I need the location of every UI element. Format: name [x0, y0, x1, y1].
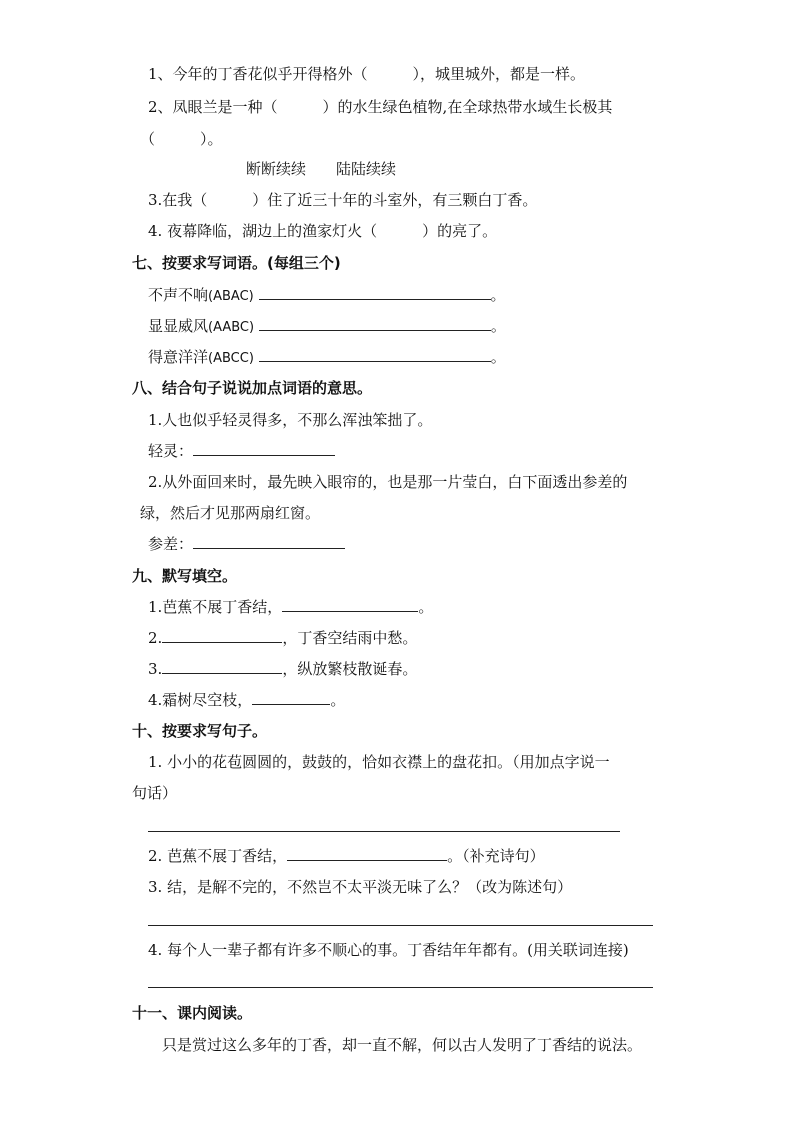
q7-1-answer-blank[interactable] [259, 285, 491, 300]
q7-3-pattern: (ABCC) [208, 351, 254, 366]
q7-3-word: 得意洋洋 [148, 348, 209, 366]
q7-1-end: 。 [490, 286, 506, 304]
q10-1-line1: 1. 小小的花苞圆圆的，鼓鼓的，恰如衣襟上的盘花扣。（用加点字说一 [148, 753, 610, 771]
section-10-heading: 十、按要求写句子。 [132, 722, 268, 740]
section-8-heading: 八、结合句子说说加点词语的意思。 [132, 379, 373, 397]
q9-1-blank[interactable] [282, 597, 418, 612]
q9-3-blank[interactable] [162, 659, 282, 674]
q9-2-blank[interactable] [162, 628, 282, 643]
q10-3-answer-line[interactable] [148, 925, 653, 926]
q7-3-end: 。 [490, 348, 506, 366]
q8-2-line2: 绿，然后才见那两扇红窗。 [140, 504, 321, 522]
section-7-heading: 七、按要求写词语。(每组三个) [132, 254, 341, 272]
q10-3: 3. 结，是解不完的，不然岂不太平淡无味了么？（改为陈述句） [148, 878, 573, 896]
q7-2-end: 。 [490, 317, 506, 335]
q10-1-line2: 句话） [132, 784, 178, 802]
q9-2-num: 2. [148, 629, 163, 647]
q7-1 [148, 285, 506, 307]
q7-1-pattern: (ABAC) [208, 289, 254, 304]
q7-2-answer-blank[interactable] [259, 316, 491, 331]
q9-1-text: 1.芭蕉不展丁香结， [148, 598, 283, 616]
reading-paragraph-1: 只是赏过这么多年的丁香，却一直不解，何以古人发明了丁香结的说法。 [162, 1036, 643, 1054]
q7-3 [148, 347, 506, 369]
section-9-heading: 九、默写填空。 [132, 567, 238, 585]
q7-1-word: 不声不响 [148, 286, 209, 304]
q7-2-pattern: (AABC) [208, 320, 255, 335]
q6-2-line1: 2、凤眼兰是一种（ ）的水生绿色植物,在全球热带水域生长极其 [148, 98, 613, 116]
q8-2-answer [148, 534, 345, 554]
q8-2-answer-blank[interactable] [193, 534, 345, 549]
q9-4 [148, 690, 345, 710]
q8-1-answer [148, 441, 335, 461]
q6-3: 3.在我（ ）住了近三十年的斗室外，有三颗白丁香。 [148, 191, 538, 209]
q6-4: 4. 夜幕降临，湖边上的渔家灯火（ ）的亮了。 [148, 222, 498, 240]
q7-2-word: 显显威风 [148, 317, 209, 335]
section-11-heading: 十一、课内阅读。 [132, 1004, 253, 1022]
q9-1-end: 。 [418, 598, 434, 616]
q9-4-end: 。 [330, 691, 346, 709]
q6-1: 1、今年的丁香花似乎开得格外（ ），城里城外，都是一样。 [148, 65, 586, 83]
q8-1-answer-blank[interactable] [193, 441, 335, 456]
q8-1-label: 轻灵： [148, 442, 194, 460]
q10-4: 4. 每个人一辈子都有许多不顺心的事。丁香结年年都有。(用关联词连接) [148, 941, 629, 959]
q8-2-line1: 2.从外面回来时，最先映入眼帘的，也是那一片莹白，白下面透出参差的 [148, 473, 628, 491]
q8-2-label: 参差： [148, 535, 194, 553]
q7-2 [148, 316, 506, 338]
q10-4-answer-line[interactable] [148, 987, 653, 988]
q10-2-end: 。（补充诗句） [447, 847, 545, 865]
q9-1 [148, 597, 433, 617]
word-options: 断断续续 陆陆续续 [246, 160, 397, 178]
q9-2 [148, 628, 417, 648]
q9-4-blank[interactable] [252, 690, 330, 705]
q8-1: 1.人也似乎轻灵得多，不那么浑浊笨拙了。 [148, 411, 433, 429]
q9-4-text: 4.霜树尽空枝， [148, 691, 253, 709]
q10-2-blank[interactable] [287, 846, 447, 861]
q10-2 [148, 846, 545, 866]
q9-3-num: 3. [148, 660, 163, 678]
q10-2-text: 2. 芭蕉不展丁香结， [148, 847, 288, 865]
q9-3 [148, 659, 417, 679]
q10-1-answer-line[interactable] [148, 831, 620, 832]
q9-3-text: ，纵放繁枝散诞春。 [282, 660, 418, 678]
q7-3-answer-blank[interactable] [259, 347, 491, 362]
q6-2-line2: （ ）。 [140, 130, 223, 148]
q9-2-text: ，丁香空结雨中愁。 [282, 629, 418, 647]
